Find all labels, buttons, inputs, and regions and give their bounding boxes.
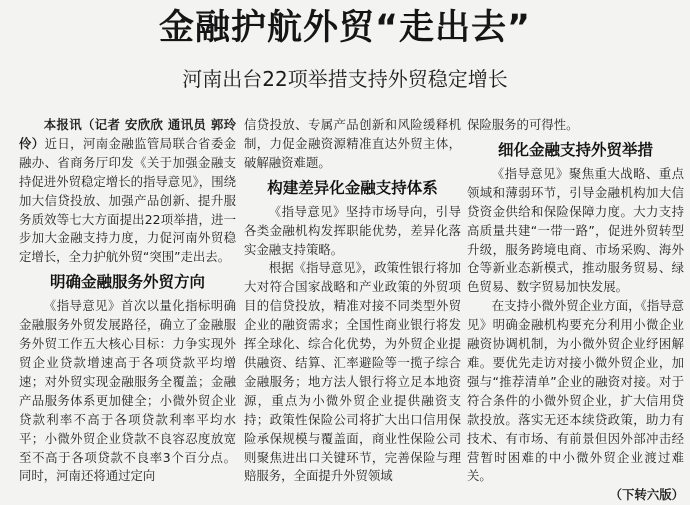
body-paragraph-continued: 信贷投放、专属产品创新和风险缓释机制，力促金融资源精准直达外贸主体，破解融资难题。	[244, 117, 461, 170]
section-heading-2: 构建差异化金融支持体系	[267, 178, 438, 197]
article-column-1	[19, 116, 236, 486]
intro-text: 近日，河南金融监管局联合省委金融办、省商务厅印发《关于加强金融支持促进外贸稳定增长的指导意见》，围绕加大信贷投放、加强产品创新、提升服务质效等七大方面提出22项举措，进一步加大金融支持力度，力促河南外贸稳定增长，全力护航外贸“突围”走出去。	[19, 135, 237, 265]
continued-note-text: （下转六版）	[609, 487, 684, 503]
body-paragraph-continued: 保险服务的可得性。	[467, 117, 579, 132]
body-paragraph: 《指导意见》坚持市场导向，引导各类金融机构发挥职能优势，差异化落实金融支持策略。	[244, 203, 461, 257]
byline: 本报讯（记者 安欣欣 通讯员 郭玲伶）	[19, 117, 236, 151]
body-paragraph: 《指导意见》聚焦重大战略、重点领域和薄弱环节，引导金融机构加大信贷资金供给和保险保障力度。大力支持高质量共建“一带一路”，促进外贸转型升级，服务跨境电商、市场采购、海外仓等新业态新模式，推动服务贸易、绿色贸易、数字贸易加快发展。	[467, 165, 684, 295]
intro-paragraph	[19, 116, 236, 267]
article-column-3	[467, 116, 684, 505]
body-paragraph: 根据《指导意见》，政策性银行将加大对符合国家战略和产业政策的外贸项目的信贷投放，精准对接不同类型外贸企业的融资需求；全国性商业银行将发挥全球化、综合化优势，为外贸企业提供融资、结算、汇率避险等一揽子综合金融服务；地方法人银行将立足本地资源，重点为小微外贸企业提供融资支持；政策性保险公司将扩大出口信用保险承保规模与覆盖面，商业性保险公司则聚焦进出口关键环节，完善保险与理赔服务，全面提升外贸领域	[244, 260, 461, 484]
subheadline: 河南出台22项举措支持外贸稳定增长	[182, 67, 508, 91]
article-column-2	[244, 116, 461, 486]
headline: 金融护航外贸“走出去”	[158, 8, 531, 48]
section-heading-3: 细化金融支持外贸举措	[497, 140, 653, 159]
section-heading-1: 明确金融服务外贸方向	[49, 273, 205, 292]
body-paragraph: 在支持小微外贸企业方面，《指导意见》明确金融机构要充分利用小微企业融资协调机制，为小微外贸企业纾困解难。要优先走访对接小微外贸企业，加强与“推荐清单”企业的融资对接。对于符合条件的小微外贸企业，扩大信用贷款投放。落实无还本续贷政策，助力有技术、有市场、有前景但因外部冲击经营暂时困难的中小微外贸企业渡过难关。	[467, 298, 684, 484]
body-paragraph: 《指导意见》首次以量化指标明确金融服务外贸发展路径，确立了金融服务外贸工作五大核心目标：力争实现外贸企业贷款增速高于各项贷款平均增速；对外贸实现金融服务全覆盖；金融产品服务体系更加健全；小微外贸企业贷款利率不高于各项贷款利率平均水平；小微外贸企业贷款不良容忍度放宽至不高于各项贷款不良率3个百分点。同时，河南还将通过定向	[19, 298, 236, 484]
continued-note	[467, 486, 684, 505]
